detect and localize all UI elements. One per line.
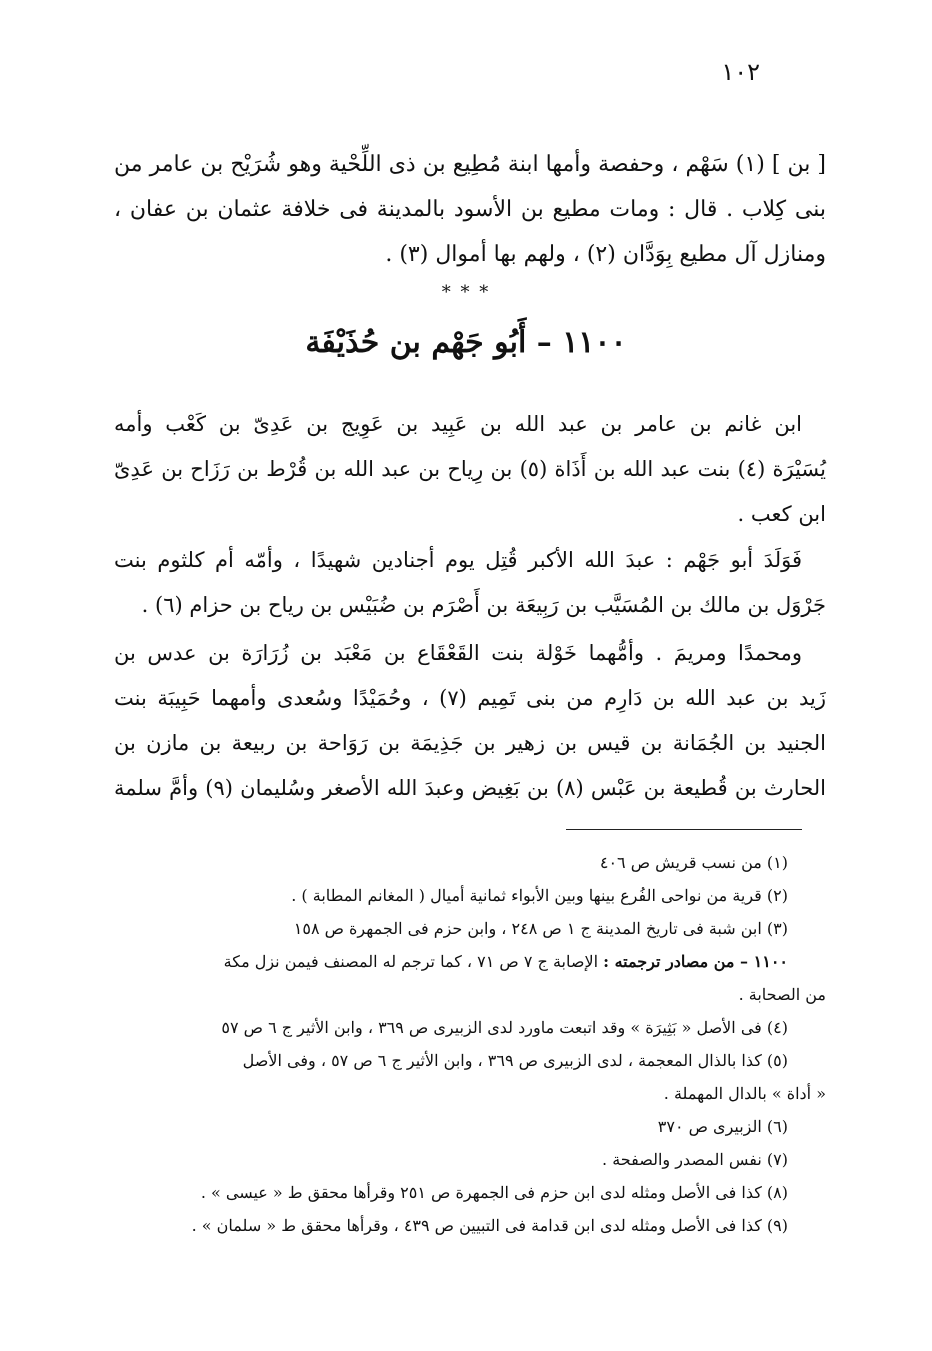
footnote-divider (566, 829, 802, 830)
sources-text: الإصابة ج ٧ ص ٧١ ، كما ترجم له المصنف فيمن نزل مكة (223, 952, 604, 971)
text-line: ابن كعب . (737, 502, 826, 526)
text-line: زَيد بن عبد الله بن دَارِم من بنى تَمِيم (٧) ، وحُمَيْدًا وسُعدى وأمهما حَبِيبَة بنت (114, 686, 826, 710)
text-line: [ بن ] (١) سَهْم ، وحفصة وأمها ابنة مُطِيع بن ذى اللِّحْية وهو شُرَيْح بن عامر من (114, 152, 826, 177)
footnote-line: من الصحابة . (738, 985, 826, 1004)
footnote-line: (٩) كذا فى الأصل ومثله لدى ابن قدامة فى التبيين ص ٤٣٩ ، وقرأها محقق ط « سلمان » . (191, 1216, 788, 1235)
footnote (114, 1011, 826, 1044)
footnotes (114, 846, 826, 1242)
footnote (114, 912, 826, 945)
footnote (114, 1176, 826, 1209)
text-line: الجنيد بن الجُمَانة بن قيس بن زهير بن جَذِيمَة بن رَوَاحة بن ربيعة بن مازن بن (114, 731, 826, 755)
text-line: ومنازل آل مطيع بِوَدَّان (٢) ، ولهم بها أموال (٣) . (385, 242, 826, 267)
paragraph (114, 538, 826, 628)
entry-heading: ١١٠٠ – أَبُو جَهْم بن حُذَيْفَة (305, 325, 627, 360)
paragraph (114, 402, 826, 537)
footnote-line: (٥) كذا بالذال المعجمة ، لدى الزبيرى ص ٣٦٩ ، وابن الأثير ج ٦ ص ٥٧ ، وفى الأصل (242, 1051, 788, 1070)
text-line: فَوَلَدَ أبو جَهْم : عبدَ الله الأكبر قُتِل يوم أجنادين شهيدًا ، وأمّه أم كلثوم بنت (114, 548, 802, 572)
footnote (114, 1044, 826, 1110)
footnote-line: (٢) قرية من نواحى الفُرع بينها وبين الأبواء ثمانية أميال ( المغانم المطابة ) . (291, 886, 788, 905)
footnote-sources (114, 945, 826, 1011)
sources-lead: ١١٠٠ – من مصادر ترجمته : (603, 952, 788, 971)
footnote-line: (٣) ابن شبة فى تاريخ المدينة ج ١ ص ٢٤٨ ، وابن حزم فى الجمهرة ص ١٥٨ (293, 919, 788, 938)
footnote (114, 1209, 826, 1242)
footnote-line (114, 945, 826, 978)
paragraph (114, 631, 826, 811)
page-number: ١٠٢ (721, 58, 760, 86)
text-line: يُسَيْرَة (٤) بنت عبد الله بن أَذَاة (٥) بن رِياح بن عبد الله بن قُرْط بن رَزَاح بن عَدِىّ (114, 457, 826, 481)
text-line: ومحمدًا ومريمَ . وأمُّهما خَوْلة بنت القَعْقَاع بن مَعْبَد بن زُرَارَة بن عدس بن (114, 641, 802, 665)
footnote-line: (٤) فى الأصل « بَثِيرَة » وقد اتبعت ماورد لدى الزبيرى ص ٣٦٩ ، وابن الأثير ج ٦ ص ٥٧ (221, 1018, 788, 1037)
text-line: بنى كِلاب . قال : ومات مطيع بن الأسود بالمدينة فى خلافة عثمان بن عفان ، (114, 197, 826, 222)
footnote-line: (٦) الزبيرى ص ٣٧٠ (657, 1117, 788, 1136)
footnote-line: (٧) نفس المصدر والصفحة . (602, 1150, 788, 1169)
footnote (114, 1143, 826, 1176)
section-separator: * * * (441, 282, 491, 303)
text-line: الحارث بن قُطيعة بن عَبْس (٨) بن بَغِيض وعبدَ الله الأصغر وسُليمان (٩) وأمَّ سلمة (114, 776, 826, 800)
footnote (114, 879, 826, 912)
footnote-line: « أداة » بالدال المهملة . (663, 1084, 826, 1103)
text-line: جَرْوَل بن مالك بن المُسَيَّب بن رَبِيعَة بن أَصْرَم بن ضُبَيْس بن رياح بن حزام (٦) . (141, 593, 826, 617)
footnote-line: (١) من نسب قريش ص ٤٠٦ (599, 853, 788, 872)
footnote (114, 846, 826, 879)
footnote (114, 1110, 826, 1143)
previous-entry-continuation (114, 142, 826, 277)
text-line: ابن غانم بن عامر بن عبد الله بن عَبِيد بن عَوِيج بن عَدِىّ بن كَعْب وأمه (114, 412, 802, 436)
footnote-line: (٨) كذا فى الأصل ومثله لدى ابن حزم فى الجمهرة ص ٢٥١ وقرأها محقق ط « عيسى » . (200, 1183, 788, 1202)
